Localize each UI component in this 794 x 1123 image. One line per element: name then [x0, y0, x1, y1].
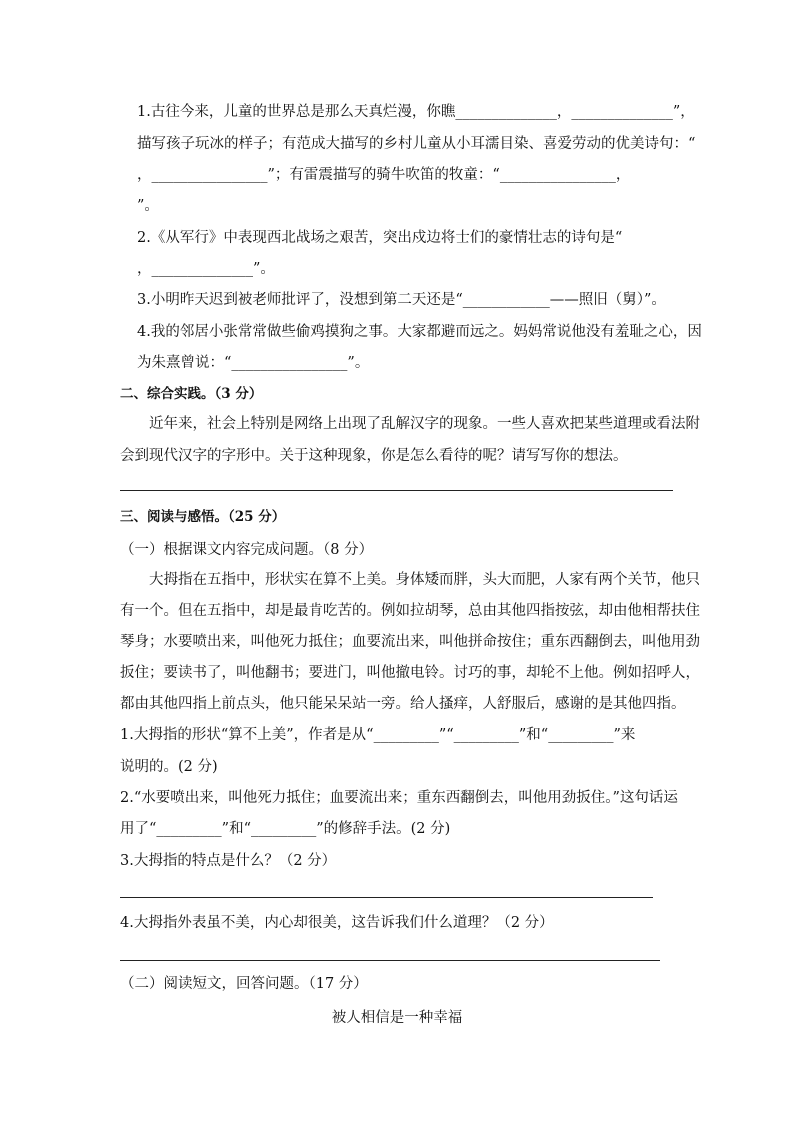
s3-passage-line3: 琴身；水要喷出来，叫他死力抵住；血要流出来，叫他拼命按住；重东西翻倒去，叫他用劲: [120, 634, 700, 650]
s1-q4-line2: 为朱熹曾说：“________________”。: [137, 355, 370, 371]
s1-q2-line2: ，______________”。: [137, 261, 275, 277]
s3-part1-heading: （一）根据课文内容完成问题。（8 分）: [120, 542, 374, 558]
s2-para-line1: 近年来，社会上特别是网络上出现了乱解汉字的现象。一些人喜欢把某些道理或看法附: [149, 416, 700, 432]
s3-part2-heading: （二）阅读短文，回答问题。（17 分）: [120, 976, 368, 992]
s2-answer-line: [120, 490, 673, 491]
s3-q2-line1: 2.“水要喷出来，叫他死力抵住；血要流出来；重东西翻倒去，叫他用劲扳住。”这句话运: [120, 790, 678, 806]
s3-passage-line5: 都由其他四指上前点头，他只能呆呆站一旁。给人搔痒，人舒服后，感谢的是其他四指。: [120, 696, 686, 712]
s3-passage-line4: 扳住；要读书了，叫他翻书；要进门，叫他撤电铃。讨巧的事，却轮不上他。例如招呼人，: [120, 665, 700, 681]
s3-q4-line1: 4.大拇指外表虽不美，内心却很美，这告诉我们什么道理？（2 分）: [120, 915, 554, 931]
section2-heading: 二、综合实践。（3 分）: [120, 386, 263, 402]
s1-q4-line1: 4.我的邻居小张常常做些偷鸡摸狗之事。大家都避而远之。妈妈常说他没有羞耻之心，因: [137, 324, 702, 340]
s1-q1-line3: ，________________”；有雷震描写的骑牛吹笛的牧童：“________________，: [137, 167, 631, 183]
s3-passage-line1: 大拇指在五指中，形状实在算不上美。身体矮而胖，头大而肥，人家有两个关节，他只: [149, 572, 700, 588]
s1-q2-line1: 2.《从军行》中表现西北战场之艰苦，突出戍边将士们的豪情壮志的诗句是“: [137, 230, 623, 246]
s3-q3-answer-line: [120, 897, 653, 898]
s2-para-line2: 会到现代汉字的字形中。关于这种现象，你是怎么看待的呢？请写写你的想法。: [120, 448, 628, 464]
article-title: 被人相信是一种幸福: [331, 1010, 463, 1026]
s3-q3-line1: 3.大拇指的特点是什么？（2 分）: [120, 853, 337, 869]
s1-q3-line1: 3.小明昨天迟到被老师批评了，没想到第二天还是“____________——照旧（舅）”。: [137, 292, 666, 308]
s3-q2-line2: 用了“_________”和“_________”的修辞手法。(2 分): [120, 821, 451, 837]
section3-heading: 三、阅读与感悟。（25 分）: [120, 509, 286, 525]
s1-q1-line1: 1.古往今来，儿童的世界总是那么天真烂漫，你瞧______________，______________”，: [137, 104, 695, 120]
s3-passage-line2: 有一个。但在五指中，却是最肯吃苦的。例如拉胡琴，总由其他四指按弦，却由他相帮扶住: [120, 603, 700, 619]
s3-q1-line2: 说明的。(2 分): [120, 759, 218, 775]
s1-q1-line4: ”。: [137, 198, 159, 214]
s3-q1-line1: 1.大拇指的形状“算不上美”，作者是从“_________”“_________”和“_________”来: [120, 727, 636, 743]
s3-q4-answer-line: [120, 960, 660, 961]
s1-q1-line2: 描写孩子玩冰的样子；有范成大描写的乡村儿童从小耳濡目染、喜爱劳动的优美诗句：“: [137, 136, 696, 152]
